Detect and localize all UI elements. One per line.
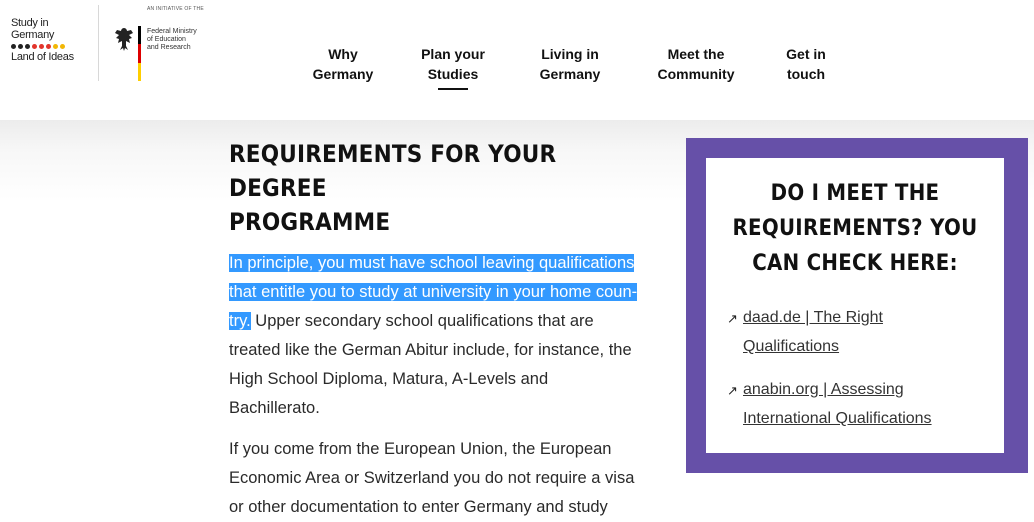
active-nav-indicator: [438, 88, 468, 90]
nav-item-label-line: Why: [328, 46, 358, 62]
external-link-arrow-icon: ↗: [727, 311, 738, 326]
paragraph-text: Bachillerato.: [229, 399, 320, 417]
logo-text-line: Study in: [11, 17, 49, 29]
anabin-qualifications-link[interactable]: [727, 375, 973, 433]
paragraph-text: treated like the German Abitur include, for instance, the: [229, 341, 632, 359]
nav-item-label-line: Studies: [427, 66, 479, 82]
article-paragraph: [229, 435, 639, 522]
logo-dot: [11, 44, 16, 49]
article-title: [229, 137, 616, 239]
ministry-name-line: Federal Ministry: [147, 28, 197, 35]
flag-stripe: [138, 63, 141, 81]
logo-dots: [11, 44, 86, 49]
nav-item-meet-the-community[interactable]: [641, 44, 751, 84]
nav-item-label-line: Meet the: [667, 46, 725, 62]
paragraph-text: High School Diploma, Matura, A-Levels and: [229, 370, 549, 388]
selected-text[interactable]: In principle, you must have school leaving qualifications: [229, 254, 635, 272]
logo-dot: [53, 44, 58, 49]
ministry-name: [147, 28, 212, 52]
logo-dot: [25, 44, 30, 49]
ministry-name-line: and Research: [147, 44, 191, 51]
check-box-title: [721, 176, 989, 281]
nav-item-label-line: Living in: [541, 46, 599, 62]
logo-dot: [18, 44, 23, 49]
article-paragraph: [229, 249, 639, 423]
link-text: anabin.org | Assessing: [743, 381, 904, 398]
ministry-kicker: AN INITIATIVE OF THE: [147, 6, 204, 12]
flag-stripe: [138, 26, 141, 44]
selected-text[interactable]: try.: [229, 312, 251, 330]
paragraph-text: If you come from the European Union, the European: [229, 440, 612, 458]
nav-item-label-line: Germany: [539, 66, 601, 82]
check-box-title-line: REQUIREMENTS? YOU: [732, 216, 978, 241]
paragraph-text: Upper secondary school qualifications that are: [250, 312, 594, 330]
logo-text-line: Germany: [11, 29, 55, 41]
paragraph-text: Economic Area or Switzerland you do not require a visa: [229, 469, 635, 487]
link-text: Qualifications: [743, 338, 840, 355]
article-title-line: REQUIREMENTS FOR YOUR DEGREE: [229, 140, 557, 202]
link-text: International Qualifications: [743, 410, 932, 427]
site-header: [0, 0, 1034, 120]
logo-divider: [98, 5, 99, 81]
federal-eagle-icon: [113, 26, 135, 52]
check-box-title-line: CAN CHECK HERE:: [752, 251, 958, 276]
flag-stripe: [138, 44, 141, 62]
logo-dot: [32, 44, 37, 49]
external-link-arrow-icon: ↗: [727, 383, 738, 398]
ministry-logo[interactable]: [111, 6, 211, 78]
logo-dot: [46, 44, 51, 49]
nav-item-get-in-touch[interactable]: [751, 44, 861, 84]
nav-item-label-line: Get in: [786, 46, 826, 62]
daad-qualifications-link[interactable]: [727, 303, 973, 361]
logo-dot: [39, 44, 44, 49]
check-box-title-line: DO I MEET THE: [770, 181, 940, 206]
nav-item-label-line: Germany: [312, 66, 374, 82]
nav-item-label-line: Plan your: [421, 46, 485, 62]
requirements-check-box: [686, 138, 1028, 473]
selected-text[interactable]: that entitle you to study at university in your home coun-: [229, 283, 638, 301]
article-title-line: PROGRAMME: [229, 208, 391, 236]
logo-text-line: Land of Ideas: [11, 51, 74, 63]
study-in-germany-logo[interactable]: [11, 17, 86, 75]
ministry-name-line: of Education: [147, 36, 186, 43]
requirements-article: [229, 137, 639, 522]
nav-item-plan-your-studies[interactable]: [398, 44, 508, 90]
nav-item-why-germany[interactable]: [288, 44, 398, 84]
german-flag-stripe: [138, 26, 141, 81]
paragraph-text: or other documentation to enter Germany and study: [229, 498, 608, 516]
link-text: daad.de | The Right: [743, 309, 883, 326]
nav-item-living-in-germany[interactable]: [515, 44, 625, 84]
logo-dot: [60, 44, 65, 49]
nav-item-label-line: Community: [657, 66, 735, 82]
nav-item-label-line: touch: [786, 66, 826, 82]
requirements-check-inner: [706, 158, 1004, 453]
